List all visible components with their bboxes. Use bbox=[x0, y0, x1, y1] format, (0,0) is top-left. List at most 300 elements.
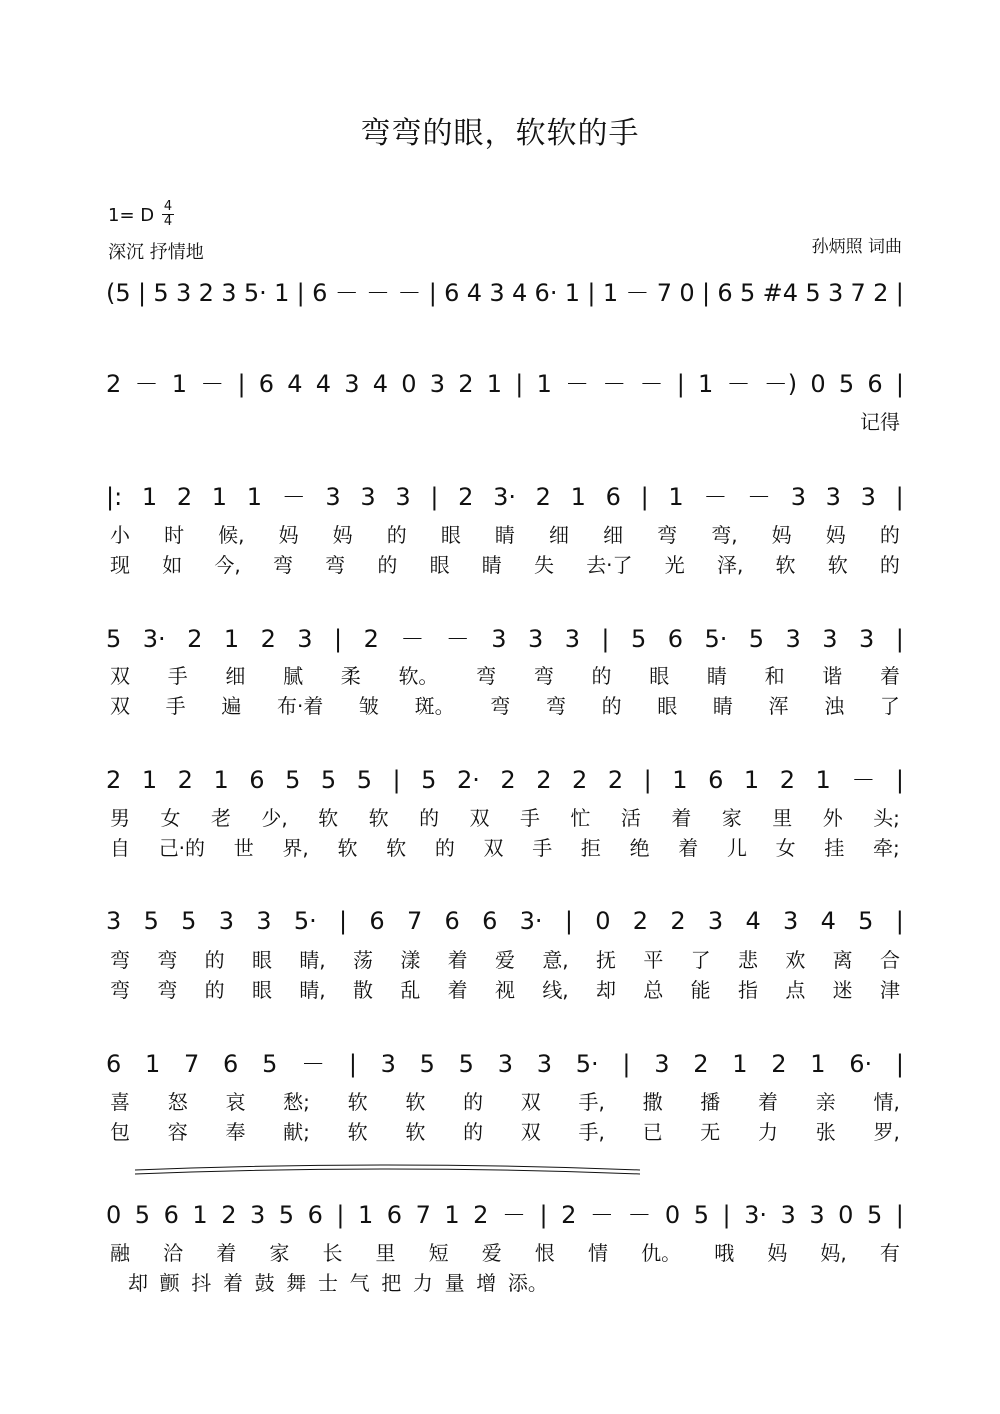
lyric-row-4b bbox=[110, 692, 900, 720]
lyric-syllable: 着 bbox=[678, 836, 699, 860]
note: 7 bbox=[406, 907, 423, 935]
note: 3 bbox=[221, 279, 237, 307]
lyric-syllable: 着 bbox=[216, 1241, 237, 1265]
lyric-syllable: 的 bbox=[591, 664, 612, 688]
note: 5 bbox=[858, 907, 874, 935]
lyric-syllable: 乱 bbox=[400, 978, 421, 1002]
note: 7 bbox=[415, 1201, 431, 1229]
lyric-syllable: 家 bbox=[269, 1241, 290, 1265]
barline: | bbox=[296, 279, 305, 307]
note: 3 bbox=[780, 1201, 796, 1229]
note: 1 bbox=[357, 1201, 374, 1229]
note: 5· bbox=[575, 1050, 599, 1078]
lyric-row-3a bbox=[110, 521, 900, 549]
note: 3 bbox=[707, 907, 724, 935]
lyric-syllable: 士 bbox=[317, 1271, 338, 1295]
note: 3 bbox=[822, 625, 838, 653]
lyric-syllable: 把 bbox=[381, 1271, 402, 1295]
note: － bbox=[602, 370, 627, 398]
note: 6 bbox=[867, 370, 883, 398]
lyric-syllable: 女 bbox=[160, 806, 181, 830]
note: 3 bbox=[790, 483, 806, 511]
lyric-syllable: 手 bbox=[519, 806, 540, 830]
note: 6 bbox=[444, 279, 460, 307]
lyric-syllable: 时 bbox=[164, 523, 185, 547]
lyric-syllable: 线, bbox=[542, 978, 569, 1002]
lyric-syllable: 添。 bbox=[507, 1271, 548, 1295]
note: 2 bbox=[771, 1050, 787, 1078]
lyric-syllable: 软 bbox=[405, 1120, 426, 1144]
note: 6· bbox=[534, 279, 558, 307]
lyric-syllable: 浑 bbox=[768, 694, 789, 718]
lyric-syllable: 量 bbox=[444, 1271, 465, 1295]
lyric-syllable: 的 bbox=[204, 978, 225, 1002]
lyric-syllable: 今, bbox=[214, 553, 241, 577]
lyric-syllable: 软 bbox=[775, 553, 796, 577]
note: 2 bbox=[106, 766, 122, 794]
barline: | bbox=[336, 1201, 345, 1229]
barline: | bbox=[895, 625, 904, 653]
lyric-syllable: 眼 bbox=[657, 694, 678, 718]
lyric-syllable: 力 bbox=[758, 1120, 779, 1144]
lyric-syllable: 自 bbox=[110, 836, 130, 860]
lyric-syllable: 津 bbox=[879, 978, 900, 1002]
note: 7 bbox=[850, 279, 866, 307]
note: 4 bbox=[820, 907, 836, 935]
note: 6 bbox=[312, 279, 328, 307]
lyric-syllable: 爱 bbox=[494, 948, 515, 972]
lyric-syllable: 献; bbox=[283, 1120, 310, 1144]
note: 1 bbox=[246, 483, 263, 511]
note: － bbox=[726, 370, 751, 398]
score-row-4 bbox=[106, 622, 904, 656]
note: 5 bbox=[285, 766, 301, 794]
lyric-syllable: 已 bbox=[642, 1120, 663, 1144]
lyric-syllable: 斑。 bbox=[414, 694, 455, 718]
lyric-syllable: 仇。 bbox=[641, 1241, 682, 1265]
lyric-syllable: 软 bbox=[318, 806, 339, 830]
note: － bbox=[851, 766, 876, 794]
note: 6 bbox=[307, 1201, 323, 1229]
note: 5 bbox=[838, 370, 855, 398]
lyric-syllable: 了 bbox=[690, 948, 711, 972]
note: 5 bbox=[748, 625, 765, 653]
lyric-syllable: 柔 bbox=[340, 664, 361, 688]
tempo-marking: 深沉 抒情地 bbox=[108, 242, 204, 263]
note: 6· bbox=[849, 1050, 873, 1078]
note: 2 bbox=[873, 279, 889, 307]
note: 7 bbox=[184, 1050, 200, 1078]
lyric-syllable: 眼 bbox=[649, 664, 670, 688]
lyric-syllable: 总 bbox=[643, 978, 664, 1002]
note: 3 bbox=[218, 907, 234, 935]
lyric-syllable: 愁; bbox=[283, 1090, 310, 1114]
note: 3 bbox=[860, 483, 876, 511]
lyric-syllable: 双 bbox=[520, 1090, 541, 1114]
lyric-row-3b bbox=[110, 551, 900, 579]
lyric-syllable: 平 bbox=[643, 948, 664, 972]
note: 2 bbox=[260, 625, 276, 653]
barline: | bbox=[539, 1201, 548, 1229]
barline: | bbox=[587, 279, 596, 307]
lyric-syllable: 挂 bbox=[824, 836, 845, 860]
lyric-syllable: 离 bbox=[832, 948, 853, 972]
lyric-syllable: 双 bbox=[110, 694, 130, 718]
note: 2 bbox=[632, 907, 649, 935]
lyric-syllable: 忙 bbox=[570, 806, 591, 830]
lyric-syllable: 颤 bbox=[159, 1271, 180, 1295]
lyric-syllable: 的 bbox=[204, 948, 225, 972]
lyric-syllable: 睛 bbox=[494, 523, 515, 547]
lyric-syllable: 眼 bbox=[251, 948, 272, 972]
barline: | bbox=[392, 766, 401, 794]
score-row-6 bbox=[106, 904, 904, 938]
lyric-syllable: 气 bbox=[349, 1271, 370, 1295]
lyric-syllable: 软 bbox=[337, 836, 358, 860]
lyric-row-8b bbox=[128, 1269, 548, 1297]
note: 4 bbox=[287, 370, 303, 398]
lyric-syllable: 浊 bbox=[824, 694, 845, 718]
lyric-syllable: 双 bbox=[469, 806, 490, 830]
lyric-syllable: 睛 bbox=[712, 694, 733, 718]
note: 1 bbox=[732, 1050, 748, 1078]
lyric-syllable: 眼 bbox=[440, 523, 461, 547]
lyric-syllable: 情 bbox=[587, 1241, 608, 1265]
note: 6 bbox=[369, 907, 385, 935]
note: － bbox=[397, 279, 422, 307]
lyric-syllable: 小 bbox=[110, 523, 130, 547]
lyric-syllable: 的 bbox=[463, 1120, 484, 1144]
lyric-syllable: 着 bbox=[222, 1271, 243, 1295]
lyric-syllable: 弯 bbox=[476, 664, 497, 688]
lyric-syllable: 漾 bbox=[400, 948, 421, 972]
lyric-syllable: 软 bbox=[827, 553, 848, 577]
intro-lyric bbox=[110, 408, 908, 436]
note: 3 bbox=[176, 279, 192, 307]
lyric-syllable: 散 bbox=[353, 978, 373, 1002]
note: 3 bbox=[497, 1050, 513, 1078]
note: － bbox=[703, 483, 728, 511]
lyric-syllable: 喜 bbox=[110, 1090, 130, 1114]
lyric-syllable: 视 bbox=[494, 978, 515, 1002]
note: 3 bbox=[360, 483, 376, 511]
note: 1 bbox=[815, 766, 831, 794]
note: 5 bbox=[153, 279, 169, 307]
note: 1 bbox=[141, 766, 158, 794]
lyric-row-4a bbox=[110, 662, 900, 690]
lyric-syllable: 亲 bbox=[815, 1090, 836, 1114]
lyric-syllable: 己·的 bbox=[158, 836, 206, 860]
lyric-syllable: 软 bbox=[405, 1090, 426, 1114]
note: 4 bbox=[372, 370, 389, 398]
lyric-syllable: 睛, bbox=[299, 948, 326, 972]
lyric-syllable: 长 bbox=[322, 1241, 343, 1265]
note: 3· bbox=[519, 907, 543, 935]
note: 1 bbox=[536, 370, 552, 398]
lyric-syllable: 手, bbox=[578, 1120, 605, 1144]
note: 3 bbox=[564, 625, 580, 653]
note: 2 bbox=[572, 766, 588, 794]
note: 1 bbox=[213, 766, 229, 794]
lyric-syllable: 增 bbox=[476, 1271, 497, 1295]
note: 4 bbox=[745, 907, 761, 935]
note: 2 bbox=[221, 1201, 237, 1229]
note: 1 bbox=[564, 279, 581, 307]
lyric-syllable: 遍 bbox=[221, 694, 242, 718]
note: 3 bbox=[256, 907, 272, 935]
score-row-2 bbox=[106, 367, 904, 401]
note: 2 bbox=[561, 1201, 577, 1229]
note: 3 bbox=[344, 370, 360, 398]
lyric-syllable: 意, bbox=[542, 948, 569, 972]
note: －) bbox=[763, 370, 798, 398]
note: 6 bbox=[249, 766, 265, 794]
note: 0 bbox=[106, 1201, 122, 1229]
barline: | bbox=[428, 279, 437, 307]
note: 2 bbox=[500, 766, 516, 794]
intro-lyric-text: 记得 bbox=[860, 410, 900, 434]
note: 5 bbox=[134, 1201, 151, 1229]
lyric-syllable: 手 bbox=[165, 694, 186, 718]
time-top: 4 bbox=[163, 199, 173, 214]
note: #4 bbox=[762, 279, 798, 307]
barline: | bbox=[722, 1201, 731, 1229]
lyric-syllable: 罗, bbox=[873, 1120, 900, 1144]
lyric-syllable: 了 bbox=[879, 694, 900, 718]
note: 3 bbox=[809, 1201, 825, 1229]
note: 1 bbox=[141, 483, 158, 511]
lyric-syllable: 抖 bbox=[191, 1271, 212, 1295]
lyric-syllable: 妈, bbox=[820, 1241, 847, 1265]
lyric-syllable: 融 bbox=[110, 1241, 130, 1265]
note: 7 bbox=[656, 279, 673, 307]
note: 1 bbox=[274, 279, 290, 307]
note: 1 bbox=[171, 370, 187, 398]
note: 1 bbox=[672, 766, 688, 794]
barline: | bbox=[895, 1201, 904, 1229]
lyric-syllable: 张 bbox=[815, 1120, 836, 1144]
lyric-syllable: 的 bbox=[419, 806, 440, 830]
barline: | bbox=[701, 279, 711, 307]
lyric-syllable: 妈 bbox=[771, 523, 792, 547]
lyric-syllable: 里 bbox=[772, 806, 793, 830]
lyric-syllable: 着 bbox=[447, 948, 468, 972]
note: － bbox=[589, 1201, 614, 1229]
note: 5 bbox=[630, 625, 647, 653]
lyric-syllable: 着 bbox=[447, 978, 468, 1002]
note: 2 bbox=[458, 370, 474, 398]
lyric-syllable: 的 bbox=[377, 553, 398, 577]
note: 3 bbox=[859, 625, 875, 653]
lyric-syllable: 头; bbox=[873, 806, 900, 830]
note: 6 bbox=[708, 766, 724, 794]
lyric-syllable: 的 bbox=[601, 694, 622, 718]
note: 4 bbox=[466, 279, 482, 307]
note: 1 bbox=[223, 625, 240, 653]
note: － bbox=[625, 279, 650, 307]
barline: | bbox=[564, 907, 573, 935]
note: 5 bbox=[693, 1201, 709, 1229]
lyric-syllable: 哦 bbox=[714, 1241, 735, 1265]
lyric-syllable: 妈 bbox=[278, 523, 299, 547]
note: 3 bbox=[297, 625, 313, 653]
note: 3· bbox=[493, 483, 516, 511]
barline: | bbox=[515, 370, 524, 398]
barline: | bbox=[895, 907, 904, 935]
lyric-syllable: 细 bbox=[603, 523, 624, 547]
note: 1 bbox=[602, 279, 619, 307]
note: 6 bbox=[605, 483, 621, 511]
lyric-syllable: 布·着 bbox=[276, 694, 324, 718]
lyric-syllable: 界, bbox=[282, 836, 309, 860]
lyric-syllable: 恨 bbox=[534, 1241, 555, 1265]
lyric-syllable: 弯 bbox=[157, 978, 178, 1002]
note: － bbox=[627, 1201, 652, 1229]
note: 5 bbox=[181, 907, 197, 935]
note: 3 bbox=[827, 279, 844, 307]
lyric-syllable: 软 bbox=[368, 806, 389, 830]
note: 3 bbox=[380, 1050, 396, 1078]
note: 3 bbox=[491, 625, 507, 653]
lyric-syllable: 现 bbox=[110, 553, 130, 577]
score-row-8 bbox=[106, 1198, 904, 1232]
note: 3 bbox=[249, 1201, 266, 1229]
tie-curve bbox=[130, 1160, 650, 1180]
lyric-syllable: 荡 bbox=[353, 948, 373, 972]
lyric-syllable: 光 bbox=[664, 553, 685, 577]
lyric-syllable: 儿 bbox=[726, 836, 747, 860]
note: － bbox=[639, 370, 664, 398]
lyric-syllable: 包 bbox=[110, 1120, 130, 1144]
lyric-syllable: 睛 bbox=[481, 553, 502, 577]
barline: | bbox=[895, 1050, 904, 1078]
lyric-syllable: 绝 bbox=[629, 836, 650, 860]
note: 2· bbox=[456, 766, 480, 794]
note: 5· bbox=[243, 279, 267, 307]
note: 6 bbox=[444, 907, 460, 935]
lyric-syllable: 谐 bbox=[822, 664, 843, 688]
note: － bbox=[565, 370, 590, 398]
note: 0 bbox=[595, 907, 611, 935]
lyric-row-7b bbox=[110, 1118, 900, 1146]
lyric-syllable: 去·了 bbox=[586, 553, 633, 577]
barline: | bbox=[430, 483, 439, 511]
lyric-syllable: 能 bbox=[690, 978, 711, 1002]
lyric-syllable: 舞 bbox=[286, 1271, 307, 1295]
lyric-syllable: 细 bbox=[225, 664, 246, 688]
note: 3 bbox=[785, 625, 801, 653]
note: 6 bbox=[223, 1050, 239, 1078]
barline: | bbox=[676, 370, 685, 398]
lyric-syllable: 爱 bbox=[481, 1241, 502, 1265]
lyric-syllable: 皱 bbox=[358, 694, 379, 718]
note: 3 bbox=[325, 483, 341, 511]
lyric-syllable: 腻 bbox=[283, 664, 304, 688]
note: 2 bbox=[177, 766, 193, 794]
lyric-syllable: 软 bbox=[386, 836, 407, 860]
note: － bbox=[366, 279, 391, 307]
lyric-syllable: 迷 bbox=[832, 978, 853, 1002]
lyric-syllable: 睛 bbox=[706, 664, 727, 688]
lyric-syllable: 情, bbox=[873, 1090, 900, 1114]
lyric-row-6b bbox=[110, 976, 900, 1004]
note: 0 bbox=[679, 279, 695, 307]
lyric-syllable: 弯 bbox=[657, 523, 678, 547]
note: 1 bbox=[192, 1201, 208, 1229]
note: 2 bbox=[693, 1050, 709, 1078]
lyric-syllable: 老 bbox=[210, 806, 231, 830]
note: － bbox=[501, 1201, 526, 1229]
note: 1 bbox=[743, 766, 760, 794]
note: 5· bbox=[704, 625, 728, 653]
lyric-syllable: 抚 bbox=[596, 948, 616, 972]
lyric-syllable: 无 bbox=[700, 1120, 721, 1144]
lyric-syllable: 欢 bbox=[785, 948, 806, 972]
lyric-syllable: 弯 bbox=[110, 948, 130, 972]
lyric-syllable: 家 bbox=[721, 806, 742, 830]
lyric-syllable: 泽, bbox=[716, 553, 744, 577]
lyric-syllable: 如 bbox=[162, 553, 183, 577]
barline: | bbox=[622, 1050, 631, 1078]
note: 2 bbox=[176, 483, 193, 511]
lyric-syllable: 指 bbox=[737, 978, 758, 1002]
barline: | bbox=[895, 766, 904, 794]
note: 5 bbox=[419, 1050, 435, 1078]
note: 3 bbox=[783, 907, 799, 935]
barline: | bbox=[334, 625, 343, 653]
note: 2 bbox=[535, 483, 551, 511]
barline: | bbox=[895, 370, 904, 398]
note: 2 bbox=[458, 483, 474, 511]
lyric-syllable: 弯, bbox=[711, 523, 738, 547]
lyric-syllable: 着 bbox=[879, 664, 900, 688]
note: 5 bbox=[866, 1201, 883, 1229]
barline: | bbox=[601, 625, 610, 653]
lyric-syllable: 洽 bbox=[163, 1241, 184, 1265]
lyric-syllable: 弯 bbox=[157, 948, 178, 972]
lyric-syllable: 悲 bbox=[737, 948, 758, 972]
note: 5 bbox=[458, 1050, 474, 1078]
note: 2 bbox=[187, 625, 203, 653]
lyric-syllable: 的 bbox=[879, 553, 900, 577]
lyric-syllable: 力 bbox=[412, 1271, 433, 1295]
note: 2 bbox=[198, 279, 214, 307]
lyric-syllable: 世 bbox=[233, 836, 254, 860]
note: 2 bbox=[670, 907, 686, 935]
barline: | bbox=[137, 279, 147, 307]
page-title: 弯弯的眼，软软的手 bbox=[360, 116, 640, 151]
lyric-syllable: 活 bbox=[620, 806, 641, 830]
note: － bbox=[281, 483, 306, 511]
lyric-syllable: 妈 bbox=[332, 523, 353, 547]
note: － bbox=[445, 625, 470, 653]
note: 3 bbox=[536, 1050, 552, 1078]
composer-credit: 孙炳照 词曲 bbox=[811, 237, 902, 257]
lyric-syllable: 弯 bbox=[110, 978, 130, 1002]
note: 0 bbox=[401, 370, 417, 398]
lyric-syllable: 哀 bbox=[225, 1090, 246, 1114]
note: 3 bbox=[106, 907, 122, 935]
note: 2 bbox=[363, 625, 379, 653]
note: 3 bbox=[654, 1050, 670, 1078]
lyric-syllable: 着 bbox=[671, 806, 692, 830]
note: 1 bbox=[668, 483, 684, 511]
note: 5· bbox=[293, 907, 317, 935]
lyric-syllable: 手 bbox=[532, 836, 553, 860]
barline: | bbox=[237, 370, 246, 398]
note: 6 bbox=[106, 1050, 122, 1078]
note: 3 bbox=[395, 483, 411, 511]
